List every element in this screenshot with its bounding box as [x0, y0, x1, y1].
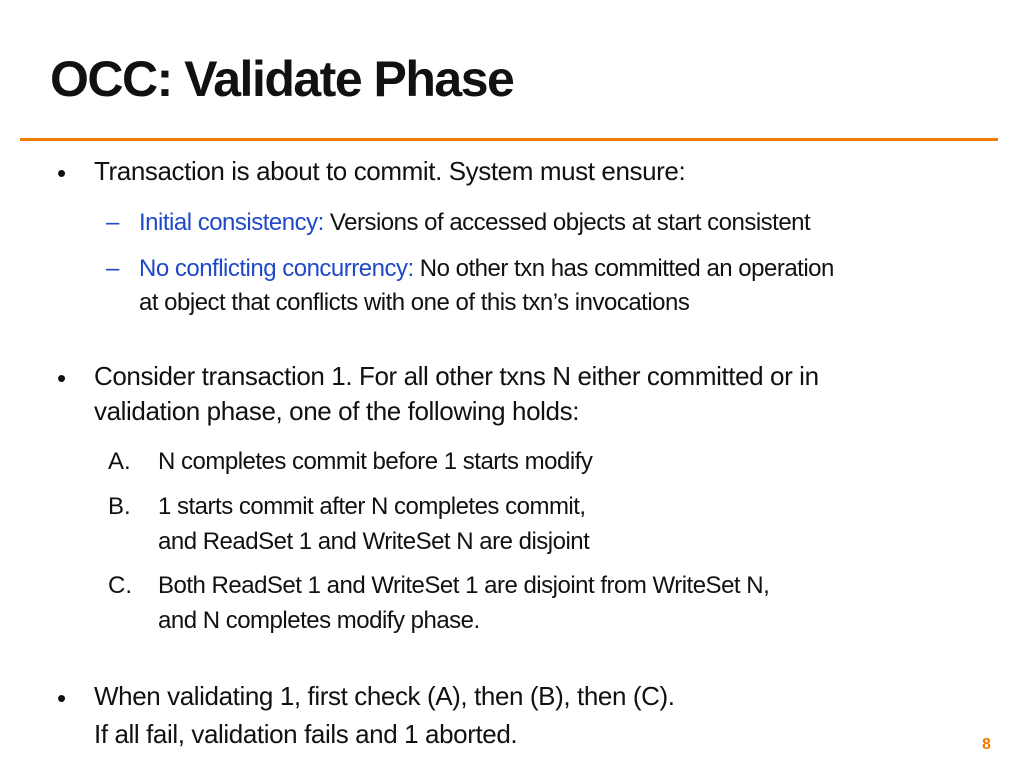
bullet-marker: • [57, 158, 67, 188]
bullet-text: Transaction is about to commit. System must ensure: [94, 156, 686, 186]
sub-dash: – [106, 209, 120, 236]
subitem-desc: Versions of accessed objects at start consistent [323, 209, 811, 236]
bullet-marker: • [57, 363, 67, 393]
list-text: 1 starts commit after N completes commit, [158, 493, 586, 520]
bullet-text: Consider transaction 1. For all other txns N either committed or in [94, 361, 819, 391]
bullet-text-cont: validation phase, one of the following holds: [94, 396, 580, 426]
list-label: C. [108, 572, 132, 599]
subitem-term: Initial consistency: [139, 209, 324, 236]
bullet-text-cont: If all fail, validation fails and 1 aborted. [94, 719, 518, 749]
page-number: 8 [982, 736, 991, 753]
sub-dash: – [106, 255, 120, 282]
list-text: Both ReadSet 1 and WriteSet 1 are disjoint from WriteSet N, [158, 572, 770, 599]
list-label: A. [108, 448, 131, 475]
slide-title: OCC: Validate Phase [50, 51, 514, 107]
subitem-text [139, 255, 834, 283]
subitem-text [139, 209, 810, 237]
bullet-marker: • [57, 683, 67, 713]
list-text: N completes commit before 1 starts modify [158, 448, 593, 475]
subitem-desc: No other txn has committed an operation [413, 255, 834, 282]
subitem-term: No conflicting concurrency: [139, 255, 414, 282]
subitem-desc-cont: at object that conflicts with one of this txn’s invocations [139, 289, 690, 316]
list-label: B. [108, 493, 131, 520]
list-text-cont: and ReadSet 1 and WriteSet N are disjoint [158, 528, 590, 555]
bullet-text: When validating 1, first check (A), then (B), then (C). [94, 681, 675, 711]
title-divider [20, 138, 998, 141]
list-text-cont: and N completes modify phase. [158, 607, 480, 634]
